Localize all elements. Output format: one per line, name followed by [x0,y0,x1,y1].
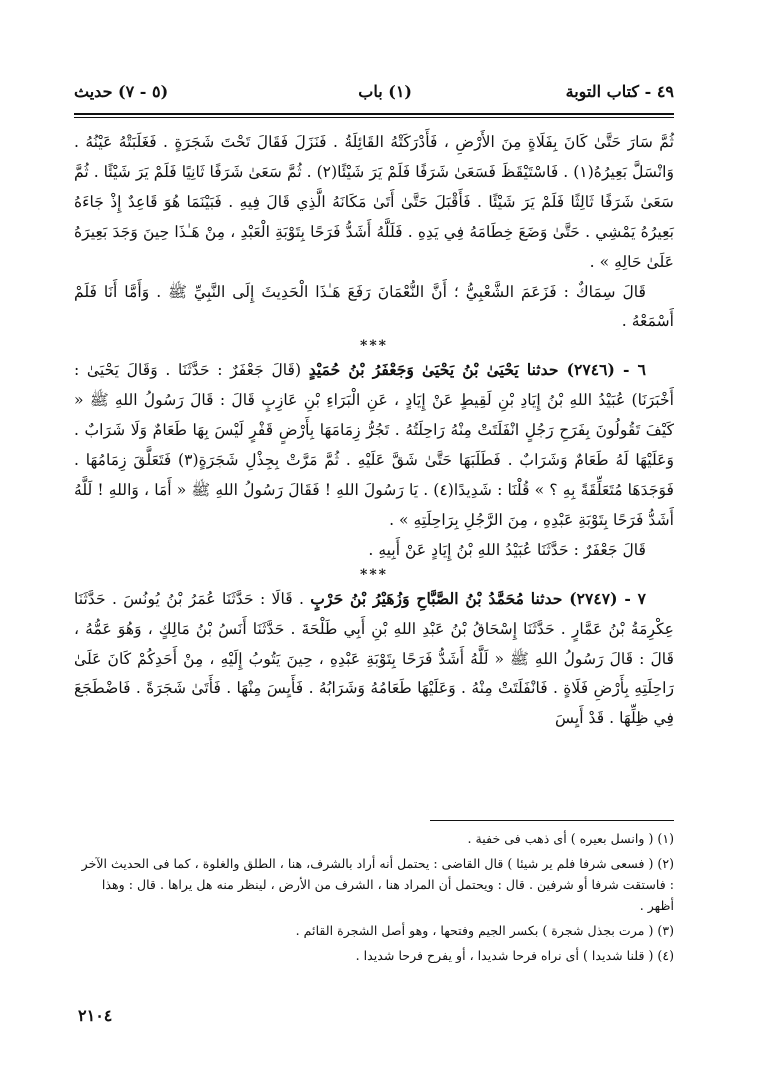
hadith-7-text: . قَالَا : حَدَّثَنَا عُمَرُ بْنُ يُونُسَ . حَدَّثَنَا عِكْرِمَةُ بْنُ عَمَّارٍ . حَدَّثَنَا إِسْحَاقُ بْنُ عَبْدِ اللهِ بْنِ أَبِي طَلْحَةَ . حَدَّثَنَا أَنَسُ بْنُ مَالِكٍ ، وَهُوَ عَمُّهُ ، قَالَ : قَالَ رَسُولُ اللهِ ﷺ « لَلَّهُ أَشَدُّ فَرَحًا بِتَوْبَةِ عَبْدِهِ ، حِينَ يَتُوبُ إِلَيْهِ ، مِنْ أَحَدِكُمْ كَانَ عَلَىٰ رَاحِلَتِهِ بِأَرْضِ فَلَاةٍ . فَانْفَلَتَتْ مِنْهُ . وَعَلَيْهَا طَعَامُهُ وَشَرَابُهُ . فَأَيِسَ مِنْهَا . فَأَتَىٰ شَجَرَةً . فَاضْطَجَعَ فِي ظِلِّهَا . قَدْ أَيِسَ [74,589,674,728]
footnote-4: (٤) ( قلنا شديدا ) أى نراه فرحا شديدا ، أو يفرح فرحا شديدا . [355,948,674,963]
running-header [74,82,674,110]
footnote-divider [430,820,674,821]
page-number: ٢١٠٤ [78,1006,113,1025]
footnote-1: (١) ( وانسل بعيره ) أى ذهب فى خفية . [467,831,674,846]
main-text [74,128,674,734]
footnotes [74,828,674,970]
footnote-2: (٢) ( فسعى شرفا فلم ير شيئا ) قال القاضى : يحتمل أنه أراد بالشرف، هنا ، الطلق والغلوة ، كما فى الحديث الآخر : فاستقت شرفا أو شرفين . قال : ويحتمل أن المراد هنا ، الشرف من الأرض ، لينظر منه هل يراها . قال : وهذا أظهر . [81,856,674,913]
paragraph-simak: قَالَ سِمَاكٌ : فَزَعَمَ الشَّعْبِيُّ ؛ أَنَّ النُّعْمَانَ رَفَعَ هَـٰذَا الْحَدِيثَ إِلَى النَّبِيِّ ﷺ . وَأَمَّا أَنَا فَلَمْ أَسْمَعْهُ . [74,282,674,331]
hadith-6 [74,355,674,535]
header-chapter: (١) باب [358,82,412,101]
hadith-7-heading: ٧ - (٢٧٤٧) حدثنا مُحَمَّدُ بْنُ الصَّبَّاحِ وَزُهَيْرُ بْنُ حَرْبٍ [310,588,646,608]
section-separator: *** [360,338,388,355]
hadith-7 [74,584,674,735]
hadith-6-text: (قَالَ جَعْفَرٌ : حَدَّثَنَا . وَقَالَ يَحْيَىٰ : أَخْبَرَنَا) عُبَيْدُ اللهِ بْنُ إِيَادِ بْنِ لَقِيطٍ عَنْ إِيَادٍ ، عَنِ الْبَرَاءِ بْنِ عَازِبٍ قَالَ : قَالَ رَسُولُ اللهِ ﷺ « كَيْفَ تَقُولُونَ بِفَرَحِ رَجُلٍ انْفَلَتَتْ مِنْهُ رَاحِلَتُهُ . تَجُرُّ زِمَامَهَا بِأَرْضٍ قَفْرٍ لَيْسَ بِهَا طَعَامٌ وَلَا شَرَابٌ . وَعَلَيْهَا لَهُ طَعَامٌ وَشَرَابٌ . فَطَلَبَهَا حَتَّىٰ شَقَّ عَلَيْهِ . ثُمَّ مَرَّتْ بِجِذْلِ شَجَرَةٍ(٣) فَتَعَلَّقَ زِمَامُهَا . فَوَجَدَهَا مُتَعَلِّقَةً بِهِ ؟ » قُلْنَا : شَدِيدًا(٤) . يَا رَسُولَ اللهِ ! فَقَالَ رَسُولُ اللهِ ﷺ « أَمَا ، وَاللهِ ! لَلَّهُ أَشَدُّ فَرَحًا بِتَوْبَةِ عَبْدِهِ ، مِنَ الرَّجُلِ بِرَاحِلَتِهِ » . [74,361,674,529]
header-book-title: ٤٩ - كتاب التوبة [565,82,674,101]
header-hadith-range: (٥ - ٧) حديث [74,82,169,101]
hadith-6-heading: ٦ - (٢٧٤٦) حدثنا يَحْيَىٰ بْنُ يَحْيَىٰ وَجَعْفَرُ بْنُ حُمَيْدٍ [308,360,646,380]
paragraph-continuation: ثُمَّ سَارَ حَتَّىٰ كَانَ بِفَلَاةٍ مِنَ الأَرْضِ ، فَأَدْرَكَتْهُ القَائِلَةُ . فَنَزَلَ فَقَالَ تَحْتَ شَجَرَةٍ . فَغَلَبَتْهُ عَيْنُهُ . وَانْسَلَّ بَعِيرُهُ(١) . فَاسْتَيْقَظَ فَسَعَىٰ شَرَفًا فَلَمْ يَرَ شَيْئًا(٢) . ثُمَّ سَعَىٰ شَرَفًا ثَانِيًا فَلَمْ يَرَ شَيْئًا . ثُمَّ سَعَىٰ شَرَفًا ثَالِثًا فَلَمْ يَرَ شَيْئًا . فَأَقْبَلَ حَتَّىٰ أَتَىٰ مَكَانَهُ الَّذِي قَالَ فِيهِ . فَبَيْنَمَا هُوَ قَاعِدٌ إِذْ جَاءَهُ بَعِيرُهُ يَمْشِي . حَتَّىٰ وَضَعَ خِطَامَهُ فِي يَدِهِ . فَلَلَّهُ أَشَدُّ فَرَحًا بِتَوْبَةِ الْعَبْدِ ، مِنْ هَـٰذَا حِينَ وَجَدَ بَعِيرَهُ عَلَىٰ حَالِهِ » . [74,133,675,271]
section-separator-2: *** [360,566,388,583]
footnote-3: (٣) ( مرت بجذل شجرة ) بكسر الجيم وفتحها ، وهو أصل الشجرة القائم . [295,923,674,938]
header-divider [74,113,674,118]
paragraph-jafar: قَالَ جَعْفَرٌ : حَدَّثَنَا عُبَيْدُ اللهِ بْنُ إِيَادٍ عَنْ أَبِيهِ . [368,540,646,559]
